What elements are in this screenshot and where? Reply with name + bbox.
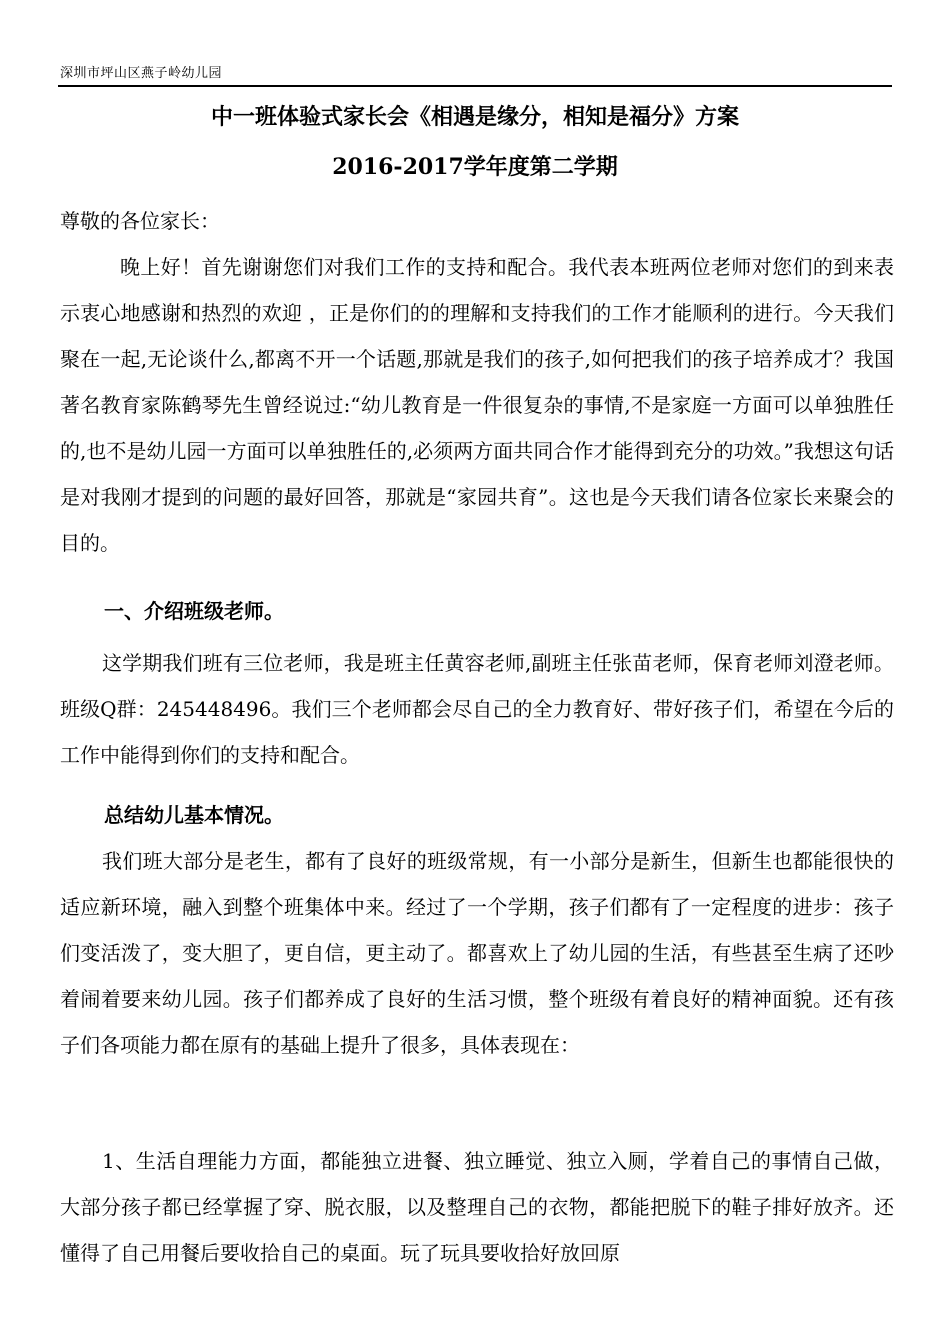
paragraph-teachers: 这学期我们班有三位老师，我是班主任黄容老师,副班主任张苗老师，保育老师刘澄老师。班级Q群：245448496。我们三个老师都会尽自己的全力教育好、带好孩子们，希望在今后的工作中能得到你们的支持和配合。 xyxy=(60,651,894,767)
salutation: 尊敬的各位家长： xyxy=(60,209,220,233)
paragraph-summary: 我们班大部分是老生，都有了良好的班级常规，有一小部分是新生，但新生也都能很快的适应新环境，融入到整个班集体中来。经过了一个学期，孩子们都有了一定程度的进步：孩子们变活泼了，变大胆了，更自信，更主动了。都喜欢上了幼儿园的生活，有些甚至生病了还吵着闹着要来幼儿园。孩子们都养成了良好的生活习惯，整个班级有着良好的精神面貌。还有孩子们各项能力都在原有的基础上提升了很多，具体表现在： xyxy=(60,849,894,1057)
header-org-name: 深圳市坪山区燕子岭幼儿园 xyxy=(60,66,223,81)
section-heading-teachers: 一、介绍班级老师。 xyxy=(104,599,284,623)
paragraph-self-care: 1、生活自理能力方面，都能独立进餐、独立睡觉、独立入厕，学着自己的事情自己做，大部分孩子都已经掌握了穿、脱衣服，以及整理自己的衣物，都能把脱下的鞋子排好放齐。还懂得了自己用餐后要收拾自己的桌面。玩了玩具要收拾好放回原 xyxy=(60,1149,894,1265)
section-heading-summary: 总结幼儿基本情况。 xyxy=(104,803,284,827)
document-title: 中一班体验式家长会《相遇是缘分，相知是福分》方案 xyxy=(210,104,739,130)
paragraph-intro: 晚上好！首先谢谢您们对我们工作的支持和配合。我代表本班两位老师对您们的到来表示衷心地感谢和热烈的欢迎 ，正是你们的的理解和支持我们的工作才能顺利的进行。今天我们聚在一起,无论谈什么,都离不开一个话题,那就是我们的孩子,如何把我们的孩子培养成才？我国著名教育家陈鹤琴先生曾经说过:“幼儿教育是一件很复杂的事情,不是家庭一方面可以单独胜任的,也不是幼儿园一方面可以单独胜任的,必须两方面共同合作才能得到充分的功效。”我想这句话是对我刚才提到的问题的最好回答，那就是“家园共育”。这也是今天我们请各位家长来聚会的目的。 xyxy=(60,255,894,555)
header-divider xyxy=(58,85,892,87)
document-subtitle: 2016-2017学年度第二学期 xyxy=(332,154,618,180)
